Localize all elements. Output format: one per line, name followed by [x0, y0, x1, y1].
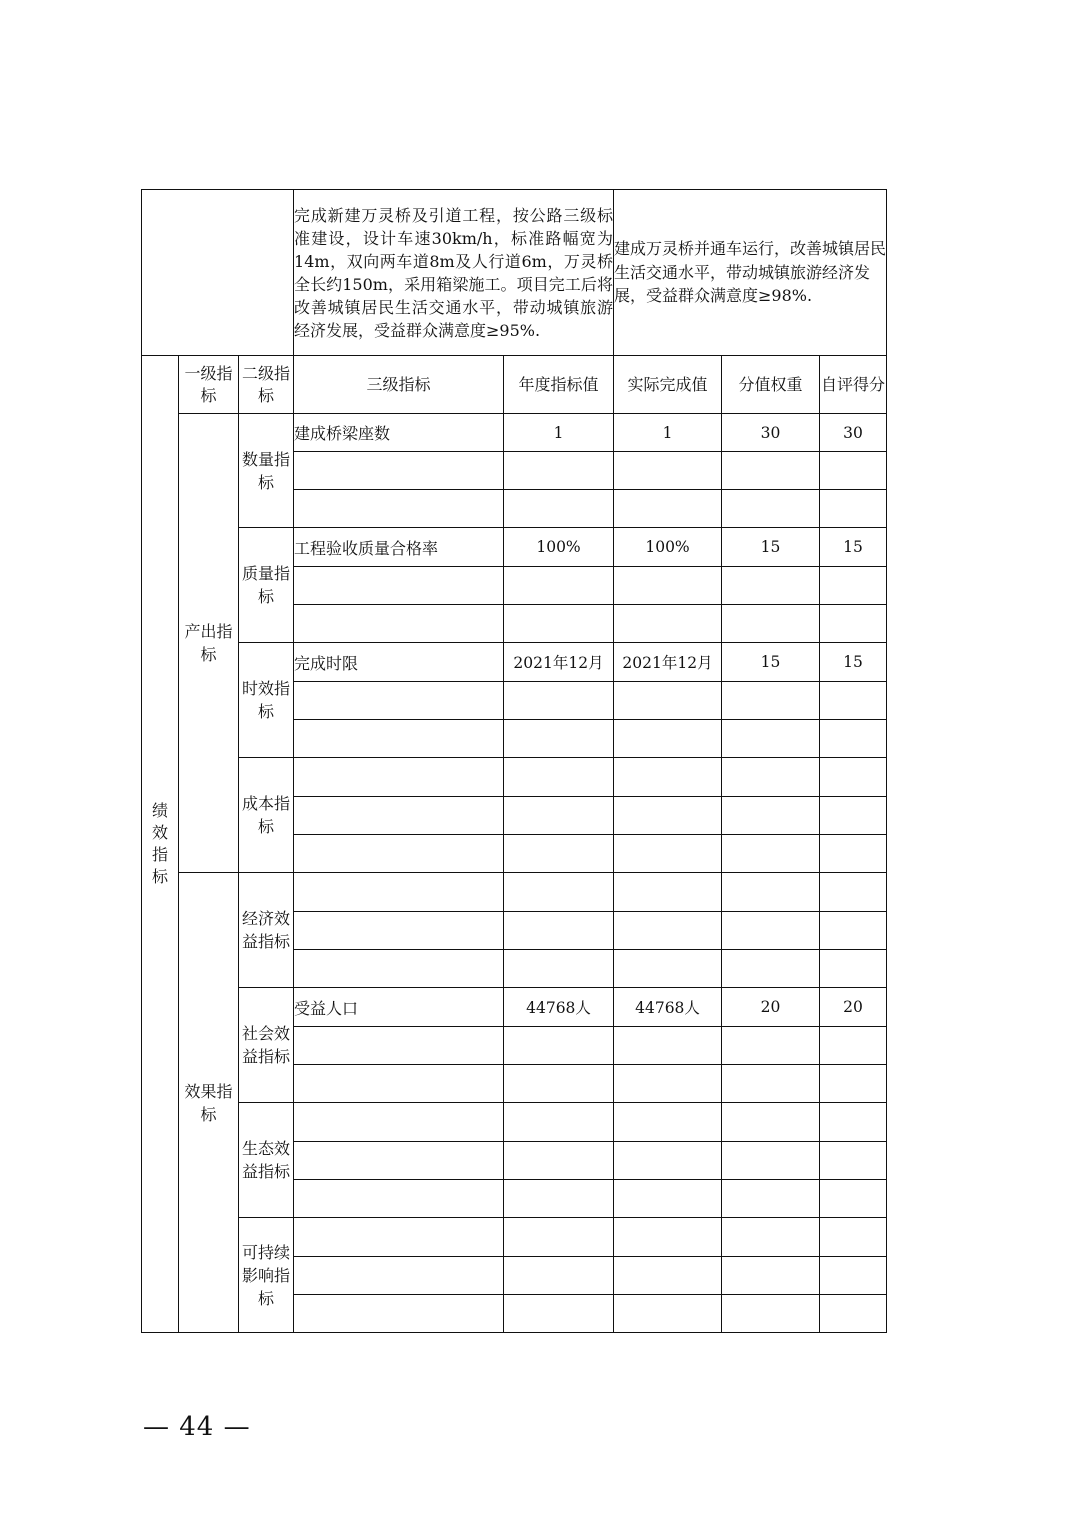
- header-self-score: 自评得分: [820, 356, 887, 414]
- self-score: 15: [820, 643, 887, 682]
- performance-table: [141, 189, 887, 1333]
- level2-social: 社会效益指标: [239, 988, 294, 1103]
- actual-value: 100%: [614, 528, 722, 567]
- header-level3: 三级指标: [294, 356, 504, 414]
- table-row: [142, 873, 887, 912]
- annual-target: 2021年12月: [504, 643, 614, 682]
- table-row: [142, 414, 887, 452]
- annual-target: 100%: [504, 528, 614, 567]
- table-row: [142, 528, 887, 567]
- level2-timeliness: 时效指标: [239, 643, 294, 758]
- level1-output: 产出指标: [179, 414, 239, 873]
- indicator-name: 工程验收质量合格率: [294, 528, 504, 567]
- header-weight: 分值权重: [722, 356, 820, 414]
- annual-target: 44768人: [504, 988, 614, 1027]
- table-row: [142, 1103, 887, 1142]
- weight: 15: [722, 643, 820, 682]
- weight: 30: [722, 414, 820, 452]
- actual-value: 1: [614, 414, 722, 452]
- self-score: 15: [820, 528, 887, 567]
- level2-cost: 成本指标: [239, 758, 294, 873]
- actual-goal-text: 建成万灵桥并通车运行，改善城镇居民生活交通水平，带动城镇旅游经济发展，受益群众满意度≥98%.: [614, 190, 887, 356]
- header-level1: 一级指标: [179, 356, 239, 414]
- goals-row: [142, 190, 887, 356]
- weight: 20: [722, 988, 820, 1027]
- actual-value: 2021年12月: [614, 643, 722, 682]
- header-row: [142, 356, 887, 414]
- actual-value: 44768人: [614, 988, 722, 1027]
- indicator-name: 受益人口: [294, 988, 504, 1027]
- indicator-name: 完成时限: [294, 643, 504, 682]
- annual-target: 1: [504, 414, 614, 452]
- header-level2: 二级指标: [239, 356, 294, 414]
- table-row: [142, 1218, 887, 1257]
- section-label: 绩 效 指 标: [142, 356, 179, 1333]
- level2-quantity: 数量指标: [239, 414, 294, 528]
- level2-sustainable: 可持续影响指标: [239, 1218, 294, 1333]
- planned-goal-text: 完成新建万灵桥及引道工程，按公路三级标准建设，设计车速30km/h，标准路幅宽为14m，双向两车道8m及人行道6m，万灵桥全长约150m，采用箱梁施工。项目完工后将改善城镇居民生活交通水平，带动城镇旅游经济发展，受益群众满意度≥95%.: [294, 190, 614, 356]
- self-score: 30: [820, 414, 887, 452]
- indicator-name: 建成桥梁座数: [294, 414, 504, 452]
- self-score: 20: [820, 988, 887, 1027]
- weight: 15: [722, 528, 820, 567]
- table-row: [142, 758, 887, 797]
- page-number: — 44 —: [143, 1412, 251, 1442]
- table-row: [142, 643, 887, 682]
- level2-ecological: 生态效益指标: [239, 1103, 294, 1218]
- header-annual-target: 年度指标值: [504, 356, 614, 414]
- header-actual-value: 实际完成值: [614, 356, 722, 414]
- level2-quality: 质量指标: [239, 528, 294, 643]
- level1-effect: 效果指标: [179, 873, 239, 1333]
- level2-economic: 经济效益指标: [239, 873, 294, 988]
- table-row: [142, 988, 887, 1027]
- goals-label-cell: [142, 190, 294, 356]
